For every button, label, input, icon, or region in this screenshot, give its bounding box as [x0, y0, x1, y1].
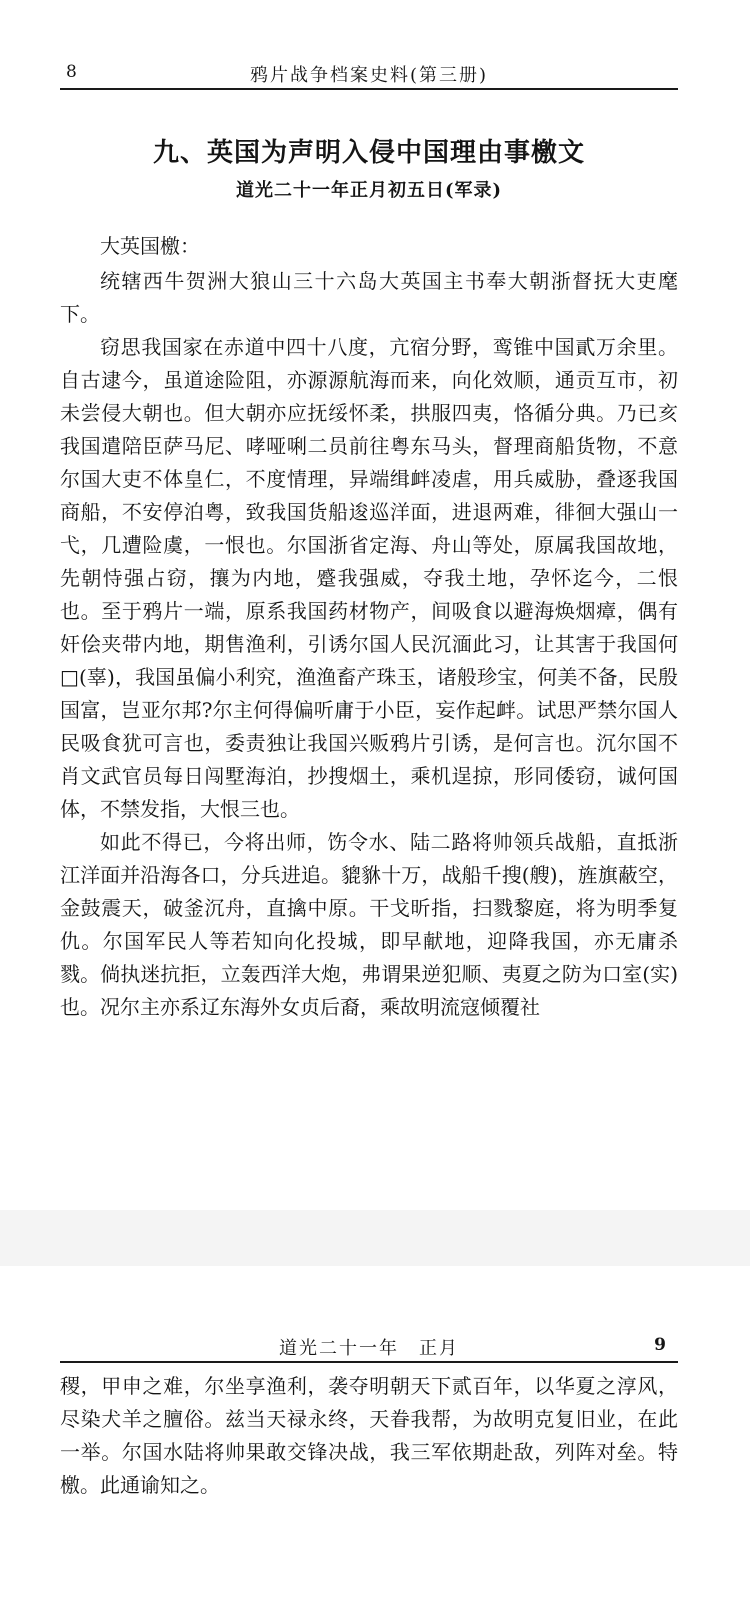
grievances-paragraph: 窃思我国家在赤道中四十八度，亢宿分野，鸾锥中国貳万余里。自古逮今，虽道途险阻，亦源源航海而来，向化效顺，通贡互市，初未尝侵大朝也。但大朝亦应抚绥怀柔，拱服四夷，恪循分典。乃已亥我国遣陪臣萨马尼、哮哑唎二员前往粤东马头，督理商船货物，不意尔国大吏不体皇仁，不度情理，异端缉衅凌虐，用兵威胁，叠逐我国商船，不安停泊粤，致我国货船逡巡洋面，进退两难，徘徊大强山一弋，几遭险虞，一恨也。尔国浙省定海、舟山等处，原属我国故地，先朝恃强占窃，攘为内地，蹙我强威，夺我土地，孕怀迄今，二恨也。至于鸦片一端，原系我国药材物产，间吸食以避海焕烟瘴，偶有奸侩夹带内地，期售渔利，引诱尔国人民沉湎此习，让其害于我国何□(辜)，我国虽偏小利究，渔渔畜产珠玉，诸般珍宝，何美不备，民殷国富，岂亚尔邦?尔主何得偏听庸于小臣，妄作起衅。试思严禁尔国人民吸食犹可言也，委责独让我国兴贩鸦片引诱，是何言也。沉尔国不肖文武官员每日闯墅海泊，抄搜烟土，乘机逞掠，形同倭窃，诚何国体，不禁发指，大恨三也。 — [60, 335, 678, 821]
article-body — [60, 230, 678, 1024]
running-header — [60, 58, 678, 90]
salutation-paragraph: 大英国檄： — [100, 234, 200, 258]
page-number: 8 — [66, 62, 78, 82]
address-paragraph: 统辖西牛贺洲大狼山三十六岛大英国主书奉大朝浙督抚大吏麾下。 — [60, 269, 678, 326]
article-body-continued — [60, 1370, 678, 1502]
reign-header: 道光二十一年 正月 — [279, 1338, 459, 1359]
book-title: 鸦片战争档案史料(第三册) — [249, 65, 489, 86]
article-date: 道光二十一年正月初五日(军录) — [235, 180, 503, 201]
declaration-paragraph: 如此不得已，今将出师，饬令水、陆二路将帅领兵战船，直抵浙江洋面并沿海各口，分兵进追。貔貅十万，战船千搜(艘)，旌旗蔽空，金鼓震天，破釜沉舟，直擒中原。干戈昕指，扫戮黎庭，将为明季复仇。尔国军民人等若知向化投城，即早献地，迎降我国，亦无庸杀戮。倘执迷抗拒，立轰西洋大炮，弗谓果逆犯顺、夷夏之防为口室(实)也。况尔主亦系辽东海外女贞后裔，乘故明流寇倾覆社 — [60, 830, 678, 1019]
closing-paragraph: 稷，甲申之难，尔坐享渔利，袭夺明朝天下贰百年，以华夏之淳风，尽染犬羊之膻俗。兹当天禄永终，天眷我帮，为故明克复旧业，在此一举。尔国水陆将帅果敢交锋决战，我三军依期赴敌，列阵对垒。特檄。此通谕知之。 — [60, 1374, 678, 1497]
article-title: 九、英国为声明入侵中国理由事檄文 — [152, 138, 585, 168]
running-header — [60, 1331, 678, 1363]
page-number: 9 — [654, 1335, 666, 1355]
page-gap — [0, 1210, 750, 1266]
